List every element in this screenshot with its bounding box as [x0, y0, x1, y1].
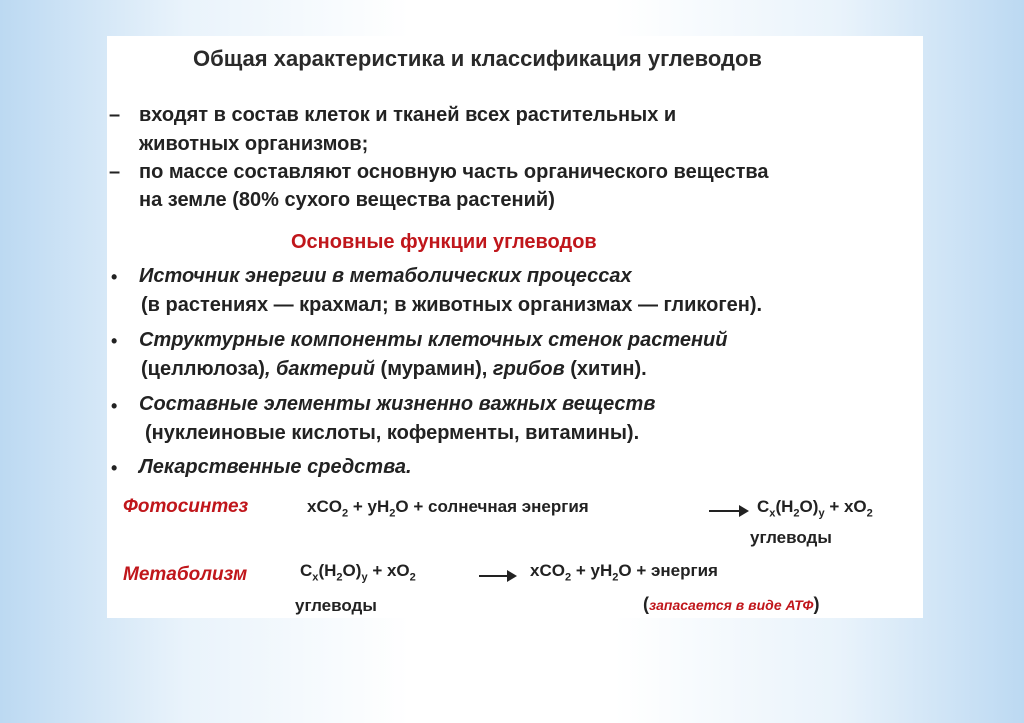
dash-marker: –: [109, 104, 121, 126]
formula-part: O + солнечная энергия: [395, 497, 589, 516]
function-2-part: , бактерий: [264, 358, 375, 380]
functions-heading: Основные функции углеводов: [291, 231, 597, 253]
bullet-marker: •: [111, 396, 118, 416]
formula-subscript: 2: [409, 571, 416, 584]
photosynthesis-product-note: углеводы: [750, 528, 832, 547]
formula-subscript: 2: [564, 571, 572, 584]
function-2-part: грибов: [492, 358, 565, 380]
function-2-part: (мурамин),: [375, 358, 493, 380]
formula-part: + yH: [348, 497, 390, 516]
formula-part: xCO: [530, 561, 565, 580]
formula-subscript: 2: [866, 507, 873, 520]
bullet-marker: •: [111, 267, 118, 287]
function-1-line-2: (в растениях — крахмал; в животных организмах — гликоген).: [141, 294, 763, 316]
metabolism-label: Метаболизм: [123, 564, 248, 585]
intro-item-2-line-2: на земле (80% сухого вещества растений): [139, 189, 555, 211]
intro-item-1-line-1: входят в состав клеток и тканей всех растительных и: [139, 104, 677, 126]
function-2-part: (целлюлоза): [141, 358, 265, 380]
reaction-arrow-icon: [479, 575, 515, 577]
formula-part: O): [799, 497, 819, 516]
formula-part: O): [342, 561, 362, 580]
formula-subscript: y: [361, 571, 368, 584]
formula-part: (H: [775, 497, 794, 516]
formula-part: xCO: [307, 497, 342, 516]
reaction-arrow-icon: [709, 510, 747, 512]
formula-part: + xO: [367, 561, 410, 580]
formula-part: O + энергия: [618, 561, 718, 580]
formula-part: (H: [318, 561, 337, 580]
function-3-line-1: Составные элементы жизненно важных веществ: [139, 393, 656, 415]
formula-subscript: x: [769, 507, 776, 520]
function-2-line-1: Структурные компоненты клеточных стенок растений: [139, 329, 728, 351]
intro-item-2-line-1: по массе составляют основную часть органического вещества: [139, 161, 769, 183]
photosynthesis-label: Фотосинтез: [123, 496, 249, 517]
formula-subscript: x: [312, 571, 319, 584]
function-2-line-2: [141, 358, 647, 381]
formula-part: + xO: [824, 497, 867, 516]
function-2-part: (хитин).: [564, 358, 647, 380]
formula-subscript: 2: [793, 507, 800, 520]
formula-subscript: y: [818, 507, 825, 520]
formula-subscript: 2: [389, 507, 396, 520]
formula-part: C: [300, 561, 313, 580]
metabolism-lhs: [300, 561, 416, 583]
bullet-marker: •: [111, 458, 118, 478]
atp-storage-note: [643, 594, 820, 615]
photosynthesis-lhs: [307, 497, 589, 519]
slide-title: Общая характеристика и классификация углеводов: [193, 46, 762, 71]
formula-part: + yH: [571, 561, 613, 580]
photosynthesis-rhs: [757, 497, 873, 519]
metabolism-rhs: [530, 561, 718, 583]
formula-part: C: [757, 497, 770, 516]
function-3-line-2: (нуклеиновые кислоты, коферменты, витамины).: [145, 422, 640, 444]
atp-storage-text: запасается в виде АТФ: [649, 597, 814, 613]
bullet-marker: •: [111, 331, 118, 351]
slide: [107, 36, 923, 618]
function-1-line-1: Источник энергии в метаболических процессах: [139, 265, 632, 287]
paren: ): [813, 594, 820, 614]
function-4-line-1: Лекарственные средства.: [139, 456, 412, 478]
formula-subscript: 2: [612, 571, 619, 584]
formula-subscript: 2: [341, 507, 349, 520]
formula-subscript: 2: [336, 571, 343, 584]
metabolism-reactant-note: углеводы: [295, 596, 377, 615]
intro-item-1-line-2: животных организмов;: [139, 133, 369, 155]
dash-marker: –: [109, 161, 121, 183]
paren: (: [643, 594, 649, 614]
